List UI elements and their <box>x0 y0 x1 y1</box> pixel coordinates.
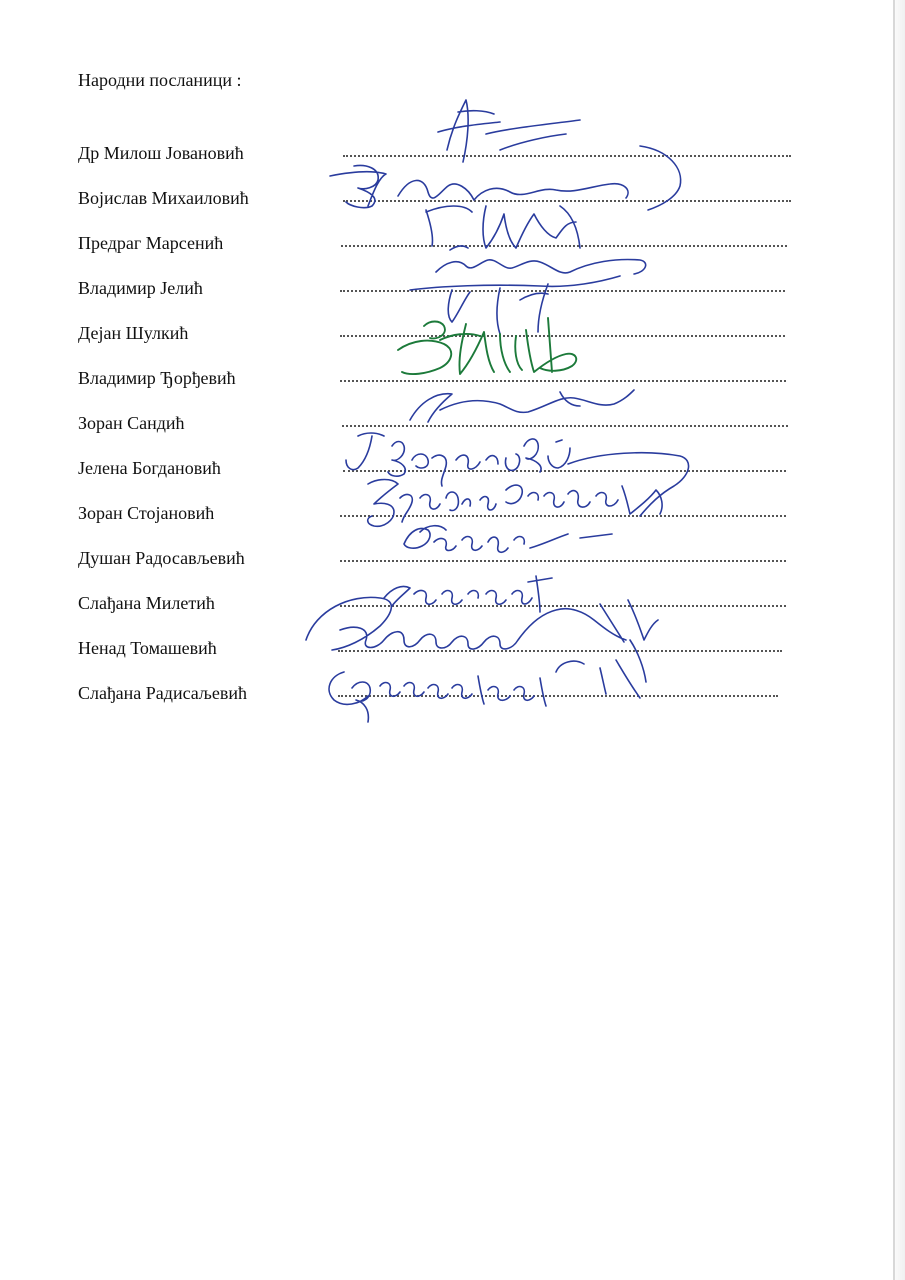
signature-line <box>340 335 785 337</box>
signatory-name: Ненад Томашевић <box>78 638 217 658</box>
signature-line <box>340 290 785 292</box>
signatory-row <box>0 682 905 706</box>
signatory-name: Предраг Марсенић <box>78 233 224 253</box>
signatory-name: Владимир Ђорђевић <box>78 368 236 388</box>
signature-line <box>343 200 791 202</box>
signatory-row <box>0 232 905 256</box>
signatory-name: Душан Радосављевић <box>78 548 245 568</box>
signatory-name: Слађана Радисаљевић <box>78 683 247 703</box>
signature-line <box>338 695 778 697</box>
signatory-name: Слађана Милетић <box>78 593 215 613</box>
signatory-row <box>0 367 905 391</box>
signature-line <box>341 245 787 247</box>
signatory-row <box>0 502 905 526</box>
signature-line <box>340 605 786 607</box>
signatory-name: Војислав Михаиловић <box>78 188 249 208</box>
page-heading: Народни посланици : <box>78 70 242 90</box>
signature-line <box>340 380 786 382</box>
signature-line <box>338 650 782 652</box>
signature-line <box>342 425 788 427</box>
signatory-row <box>0 187 905 211</box>
signatory-row <box>0 277 905 301</box>
signatory-row <box>0 142 905 166</box>
signatory-name: Др Милош Јовановић <box>78 143 244 163</box>
signatory-row <box>0 592 905 616</box>
signature-line <box>343 155 791 157</box>
signatory-row <box>0 547 905 571</box>
signatory-name: Дејан Шулкић <box>78 323 189 343</box>
signatory-name: Владимир Јелић <box>78 278 203 298</box>
signature-line <box>340 515 786 517</box>
signatory-row <box>0 412 905 436</box>
signatory-name: Зоран Стојановић <box>78 503 215 523</box>
signature-line <box>340 560 786 562</box>
signatory-name: Зоран Сандић <box>78 413 185 433</box>
signatory-row <box>0 637 905 661</box>
signatory-row <box>0 322 905 346</box>
signatory-row <box>0 457 905 481</box>
signature-line <box>343 470 786 472</box>
signatory-name: Јелена Богдановић <box>78 458 221 478</box>
